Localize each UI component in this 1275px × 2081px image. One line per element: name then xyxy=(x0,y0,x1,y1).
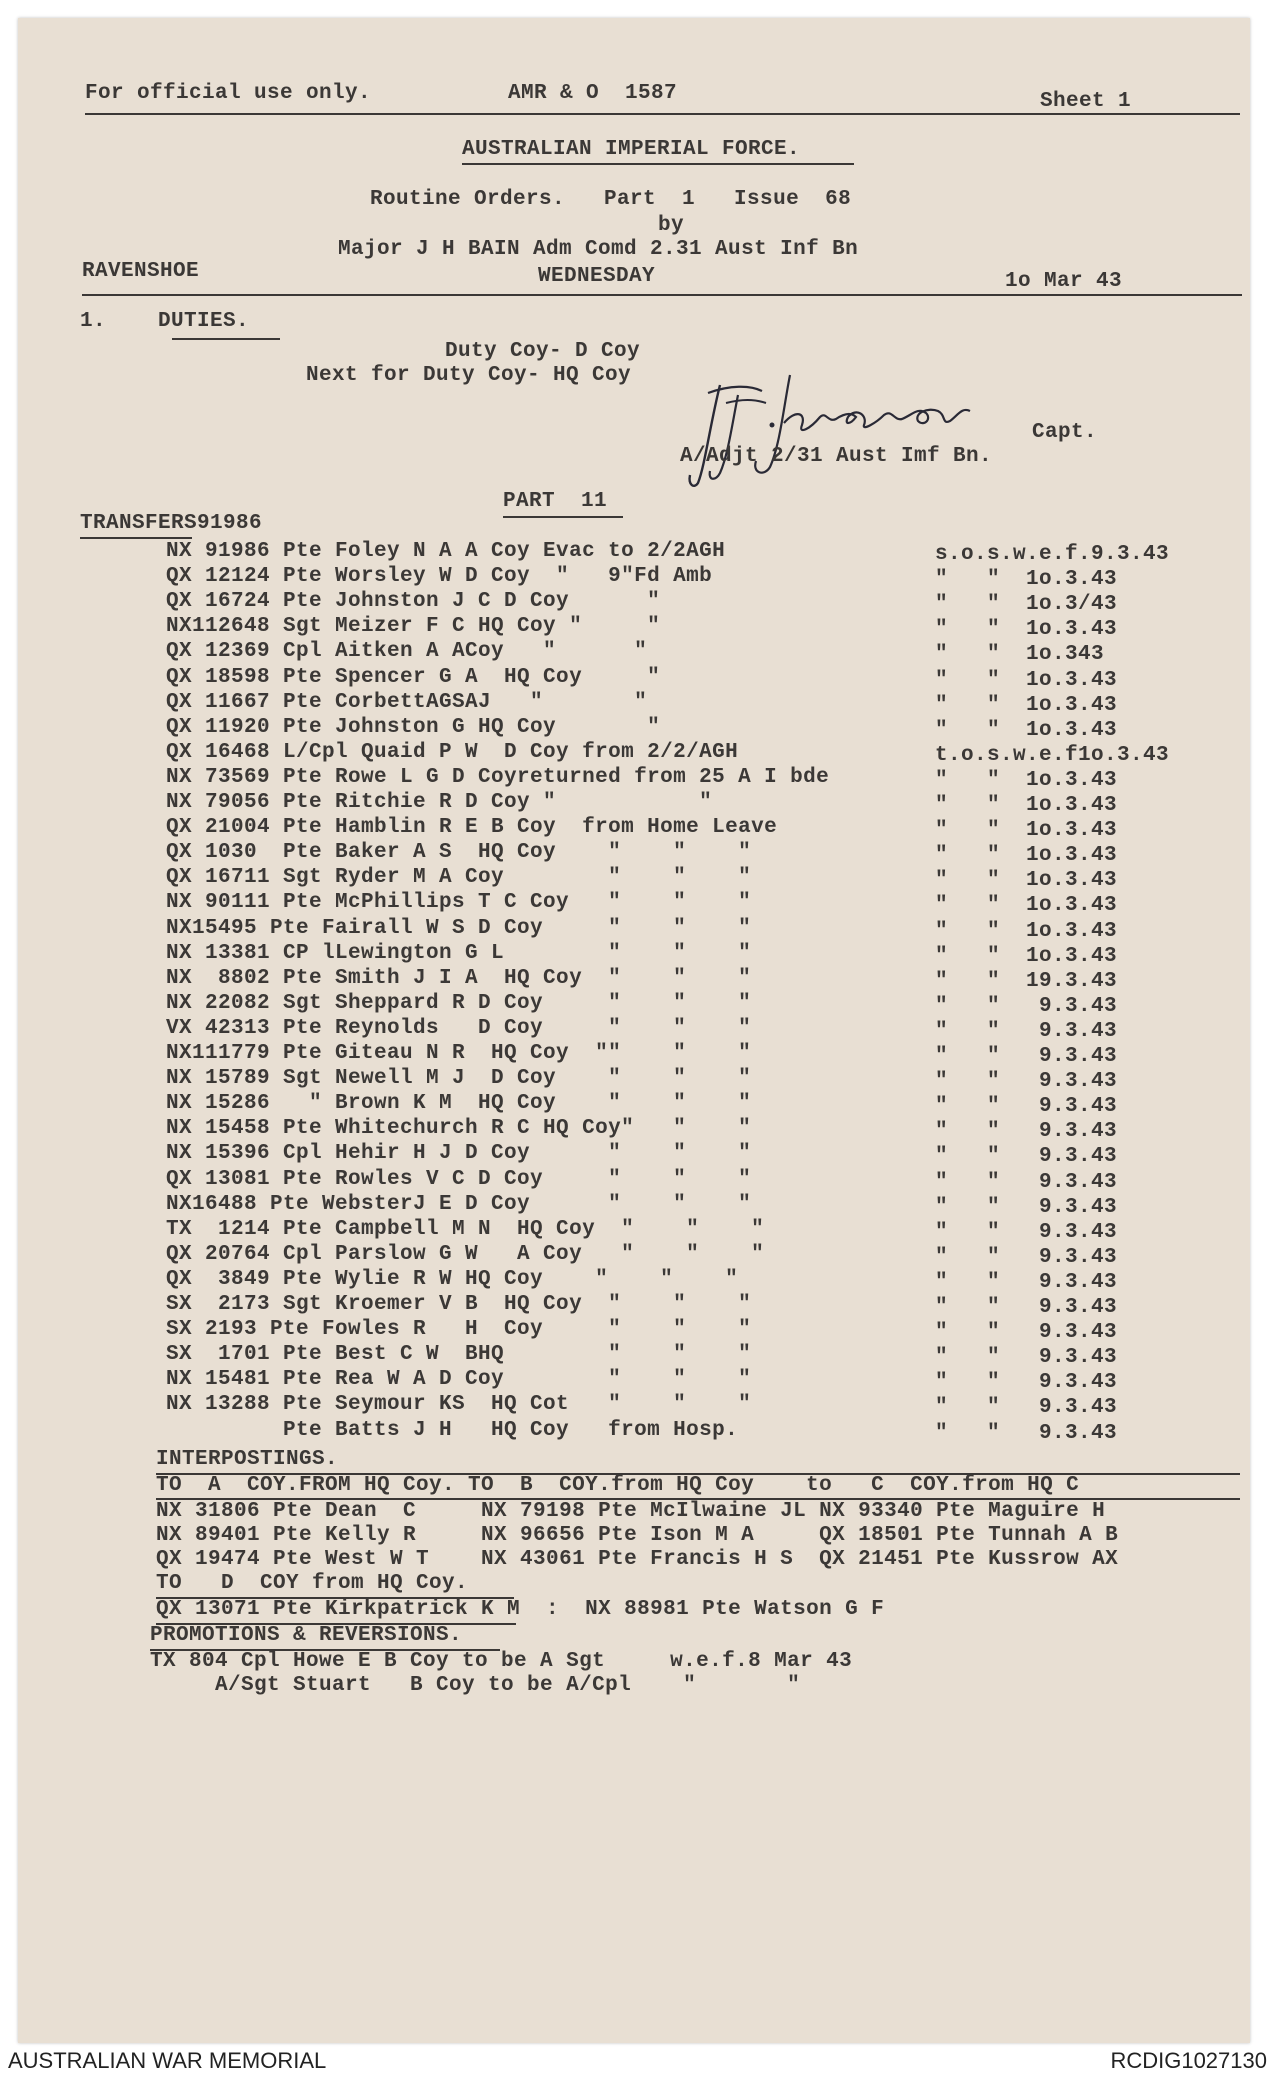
interposting-line: TO A COY.FROM HQ Coy. TO B COY.from HQ Coy to C COY.from HQ C xyxy=(156,1474,1080,1497)
transfer-effective: " " 9.3.43 xyxy=(935,1095,1118,1119)
transfer-entry: QX 16724 Pte Johnston J C D Coy " xyxy=(166,590,661,614)
transfer-entry: QX 20764 Cpl Parslow G W A Coy " " " xyxy=(166,1242,765,1266)
transfer-entry: NX 90111 Pte McPhillips T C Coy " " " xyxy=(166,891,752,915)
adjutant-signature xyxy=(680,355,980,495)
part-two-heading: PART 11 xyxy=(503,490,608,513)
transfer-entry: SX 1701 Pte Best C W BHQ " " " xyxy=(166,1343,752,1367)
transfer-effective: " " 1o.3.43 xyxy=(935,894,1118,918)
transfer-effective: " " 1o.3.43 xyxy=(935,718,1118,742)
transfer-effective: " " 1o.3.43 xyxy=(935,919,1118,943)
part-two-underline xyxy=(503,516,623,518)
weekday-label: WEDNESDAY xyxy=(538,265,656,288)
transfer-entry: NX 13288 Pte Seymour KS HQ Cot " " " xyxy=(166,1393,752,1417)
transfer-entry: NX 22082 Sgt Sheppard R D Coy " " " xyxy=(166,991,752,1015)
transfer-entry: NX 79056 Pte Ritchie R D Coy " " xyxy=(166,791,713,814)
transfer-effective: " " 9.3.43 xyxy=(935,1195,1118,1219)
transfer-entry: NX 15286 " Brown K M HQ Coy " " " xyxy=(166,1092,752,1116)
transfer-effective: " " 1o.3.43 xyxy=(935,618,1118,642)
commander-line: Major J H BAIN Adm Comd 2.31 Aust Inf Bn xyxy=(338,238,859,261)
transfer-effective: " " 9.3.43 xyxy=(935,1346,1118,1370)
transfer-effective: " " 9.3.43 xyxy=(935,1145,1118,1169)
transfer-effective: " " 9.3.43 xyxy=(935,994,1118,1018)
transfer-effective: " " 9.3.43 xyxy=(935,1371,1118,1395)
transfer-effective: " " 19.3.43 xyxy=(935,969,1118,993)
transfer-effective: " " 9.3.43 xyxy=(935,1321,1118,1345)
transfer-entry: QX 16711 Sgt Ryder M A Coy " " " xyxy=(166,866,752,890)
interposting-line: NX 31806 Pte Dean C NX 79198 Pte McIlwaine JL NX 93340 Pte Maguire H xyxy=(156,1500,1106,1523)
transfer-entry: QX 16468 L/Cpl Quaid P W D Coy from 2/2/AGH xyxy=(166,740,739,764)
transfer-effective: " " 9.3.43 xyxy=(935,1270,1118,1294)
footer-source: AUSTRALIAN WAR MEMORIAL xyxy=(8,2048,327,2073)
official-use-label: For official use only. xyxy=(85,82,372,105)
transfer-entry: QX 3849 Pte Wylie R W HQ Coy " " " xyxy=(166,1267,739,1291)
transfer-entry: QX 11920 Pte Johnston G HQ Coy " xyxy=(166,715,661,739)
promotion-line: A/Sgt Stuart B Coy to be A/Cpl " " xyxy=(150,1674,801,1697)
promotions-heading: PROMOTIONS & REVERSIONS. xyxy=(150,1624,463,1647)
interposting-line: NX 89401 Pte Kelly R NX 96656 Pte Ison M A QX 18501 Pte Tunnah A B xyxy=(156,1524,1119,1547)
transfer-entry: QX 21004 Pte Hamblin R E B Coy from Home Leave xyxy=(166,816,778,840)
sheet-number: Sheet 1 xyxy=(1040,90,1132,113)
transfer-effective: " " 1o.3.43 xyxy=(935,794,1118,817)
footer-reference: RCDIG1027130 xyxy=(1110,2048,1267,2073)
transfer-effective: " " 1o.343 xyxy=(935,643,1105,667)
transfer-entry: NX15495 Pte Fairall W S D Coy " " " xyxy=(166,916,752,940)
transfer-effective: " " 1o.3.43 xyxy=(935,944,1118,968)
interpostings-heading: INTERPOSTINGS. xyxy=(156,1448,339,1471)
transfer-effective: " " 1o.3/43 xyxy=(935,593,1118,617)
transfer-effective: s.o.s.w.e.f.9.3.43 xyxy=(935,543,1170,566)
transfer-effective: " " 9.3.43 xyxy=(935,1045,1118,1068)
transfer-entry: NX112648 Sgt Meizer F C HQ Coy " " xyxy=(166,615,661,639)
amr-number: AMR & O 1587 xyxy=(508,82,678,105)
orders-by: by xyxy=(658,214,685,237)
transfer-entry: NX 91986 Pte Foley N A A Coy Evac to 2/2AGH xyxy=(166,540,726,563)
interposting-line: QX 19474 Pte West W T NX 43061 Pte Francis H S QX 21451 Pte Kussrow AX xyxy=(156,1548,1119,1571)
duties-heading: 1. DUTIES. xyxy=(80,310,250,333)
transfer-entry: NX 15789 Sgt Newell M J D Coy " " " xyxy=(166,1067,752,1091)
transfer-entry: TX 1214 Pte Campbell M N HQ Coy " " " xyxy=(166,1217,765,1241)
transfer-entry: SX 2193 Pte Fowles R H Coy " " " xyxy=(166,1318,752,1342)
transfer-entry: NX 15396 Cpl Hehir H J D Coy " " " xyxy=(166,1142,752,1166)
transfer-entry: NX16488 Pte WebsterJ E D Coy " " " xyxy=(166,1192,752,1216)
interposting-line: QX 13071 Pte Kirkpatrick K M : NX 88981 Pte Watson G F xyxy=(156,1598,885,1621)
transfer-entry: QX 13081 Pte Rowles V C D Coy " " " xyxy=(166,1167,752,1191)
transfer-entry: SX 2173 Sgt Kroemer V B HQ Coy " " " xyxy=(166,1293,752,1316)
orders-title: Routine Orders. Part 1 Issue 68 xyxy=(370,188,852,211)
transfer-effective: " " 1o.3.43 xyxy=(935,819,1118,843)
transfer-effective: " " 9.3.43 xyxy=(935,1170,1118,1194)
transfer-entry: QX 11667 Pte CorbettAGSAJ " " xyxy=(166,690,648,714)
interposting-line: TO D COY from HQ Coy. xyxy=(156,1572,469,1595)
transfer-entry: QX 12369 Cpl Aitken A ACoy " " xyxy=(166,640,648,664)
transfer-effective: " " 1o.3.43 xyxy=(935,668,1118,692)
duty-company: Duty Coy- D Coy xyxy=(445,340,641,363)
transfer-entry: NX 73569 Pte Rowe L G D Coyreturned from 25 A I bde xyxy=(166,765,830,789)
transfer-entry: QX 1030 Pte Baker A S HQ Coy " " " xyxy=(166,841,752,865)
transfer-entry: NX111779 Pte Giteau N R HQ Coy "" " " xyxy=(166,1042,752,1065)
transfer-effective: " " 1o.3.43 xyxy=(935,568,1118,592)
transfer-effective: " " 9.3.43 xyxy=(935,1421,1118,1445)
transfer-entry: QX 18598 Pte Spencer G A HQ Coy " xyxy=(166,665,661,689)
next-duty-company: Next for Duty Coy- HQ Coy xyxy=(306,364,632,387)
header-rule xyxy=(82,294,1242,296)
force-title-underline xyxy=(462,163,854,165)
place-label: RAVENSHOE xyxy=(82,260,200,283)
transfer-effective: " " 9.3.43 xyxy=(935,1070,1118,1094)
transfer-entry: Pte Batts J H HQ Coy from Hosp. xyxy=(166,1418,739,1442)
transfer-entry: NX 15458 Pte Whitechurch R C HQ Coy" " " xyxy=(166,1117,752,1141)
transfer-effective: " " 9.3.43 xyxy=(935,1396,1118,1420)
transfers-heading: TRANSFERS91986 xyxy=(80,512,263,535)
transfer-effective: t.o.s.w.e.f1o.3.43 xyxy=(935,743,1170,767)
transfer-entry: NX 8802 Pte Smith J I A HQ Coy " " " xyxy=(166,966,752,990)
signatory-rank: Capt. xyxy=(1032,421,1098,444)
duties-underline xyxy=(172,338,280,340)
transfer-entry: VX 42313 Pte Reynolds D Coy " " " xyxy=(166,1016,752,1040)
transfers-underline xyxy=(80,537,192,539)
transfer-entry: QX 12124 Pte Worsley W D Coy " 9"Fd Amb xyxy=(166,565,713,589)
transfer-effective: " " 9.3.43 xyxy=(935,1245,1118,1269)
transfer-entry: NX 15481 Pte Rea W A D Coy " " " xyxy=(166,1368,752,1392)
transfer-effective: " " 9.3.43 xyxy=(935,1019,1118,1043)
issue-date: 1o Mar 43 xyxy=(1005,270,1123,293)
signatory-appointment: A/Adjt 2/31 Aust Imf Bn. xyxy=(680,445,993,468)
transfer-effective: " " 9.3.43 xyxy=(935,1220,1118,1244)
force-title: AUSTRALIAN IMPERIAL FORCE. xyxy=(462,138,801,161)
transfer-effective: " " 9.3.43 xyxy=(935,1120,1118,1144)
transfer-effective: " " 1o.3.43 xyxy=(935,693,1118,717)
transfer-effective: " " 1o.3.43 xyxy=(935,844,1118,868)
transfer-entry: NX 13381 CP lLewington G L " " " xyxy=(166,941,752,965)
transfer-effective: " " 9.3.43 xyxy=(935,1296,1118,1319)
promotion-line: TX 804 Cpl Howe E B Coy to be A Sgt w.e.f.8 Mar 43 xyxy=(150,1650,853,1673)
transfer-effective: " " 1o.3.43 xyxy=(935,768,1118,792)
top-rule xyxy=(85,113,1240,115)
transfer-effective: " " 1o.3.43 xyxy=(935,869,1118,893)
